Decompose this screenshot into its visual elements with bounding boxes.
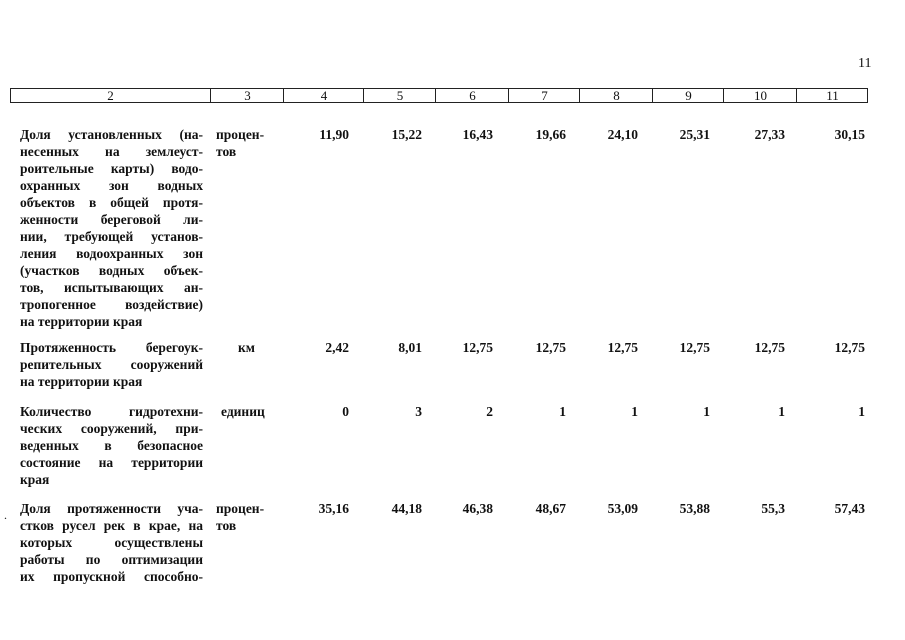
label-line: несенных на землеуст- — [20, 144, 203, 159]
label-line: Доля установленных (на- — [20, 127, 203, 142]
value-cell: 53,09 — [607, 501, 638, 516]
header-cell-col-3: 3 — [210, 89, 284, 102]
row-unit — [216, 500, 276, 534]
value-cell: 1 — [778, 404, 785, 419]
value-cell: 55,3 — [761, 501, 785, 516]
label-line: охранных зон водных — [20, 178, 203, 193]
label-line: Количество гидротехни- — [20, 404, 203, 419]
label-line: их пропускной способно- — [20, 569, 203, 584]
value-cell: 1 — [631, 404, 638, 419]
label-line: стков русел рек в крае, на — [20, 518, 203, 533]
label-line: роительные карты) водо- — [20, 161, 203, 176]
value-cell: 48,67 — [535, 501, 566, 516]
row-label — [20, 339, 203, 390]
label-line: ления водоохранных зон — [20, 246, 203, 261]
label-line: на территории края — [20, 374, 143, 389]
header-cell-col-10: 10 — [723, 89, 797, 102]
row-label — [20, 403, 203, 488]
header-cell-col-6: 6 — [435, 89, 509, 102]
value-cell: 1 — [559, 404, 566, 419]
value-cell: 53,88 — [679, 501, 710, 516]
header-cell-col-4: 4 — [283, 89, 364, 102]
unit-line: процен- — [216, 501, 265, 516]
label-line: (участков водных объек- — [20, 263, 203, 278]
value-cell: 1 — [703, 404, 710, 419]
value-cell: 2,42 — [325, 340, 349, 355]
value-cell: 46,38 — [462, 501, 493, 516]
value-cell: 2 — [486, 404, 493, 419]
table-header-row — [10, 88, 868, 103]
row-unit — [216, 126, 276, 160]
value-cell: 3 — [415, 404, 422, 419]
row-label — [20, 126, 203, 330]
label-line: тропогенное воздействие) — [20, 297, 203, 312]
label-line: Доля протяженности уча- — [20, 501, 203, 516]
value-cell: 12,75 — [679, 340, 710, 355]
value-cell: 12,75 — [834, 340, 865, 355]
label-line: нии, требующей установ- — [20, 229, 203, 244]
value-cell: 24,10 — [607, 127, 638, 142]
label-line: веденных в безопасное — [20, 438, 203, 453]
label-line: на территории края — [20, 314, 143, 329]
value-cell: 0 — [342, 404, 349, 419]
header-cell-col-7: 7 — [508, 89, 580, 102]
value-cell: 12,75 — [462, 340, 493, 355]
header-cell-col-9: 9 — [652, 89, 724, 102]
label-line: репительных сооружений — [20, 357, 203, 372]
value-cell: 11,90 — [319, 127, 349, 142]
value-cell: 15,22 — [391, 127, 422, 142]
margin-mark: . — [4, 508, 7, 522]
value-cell: 16,43 — [462, 127, 493, 142]
label-line: женности береговой ли- — [20, 212, 203, 227]
header-cell-col-2: 2 — [107, 88, 114, 103]
value-cell: 44,18 — [391, 501, 422, 516]
label-line: ческих сооружений, при- — [20, 421, 203, 436]
value-cell: 12,75 — [754, 340, 785, 355]
value-cell: 30,15 — [834, 127, 865, 142]
unit-line: единиц — [221, 404, 265, 419]
unit-line: процен- — [216, 127, 265, 142]
row-unit — [221, 403, 281, 420]
unit-line: тов — [216, 518, 237, 533]
header-cell-col-5: 5 — [363, 89, 436, 102]
value-cell: 57,43 — [834, 501, 865, 516]
page-number: 11 — [858, 56, 872, 71]
label-line: которых осуществлены — [20, 535, 203, 550]
value-cell: 12,75 — [535, 340, 566, 355]
value-cell: 27,33 — [754, 127, 785, 142]
label-line: объектов в общей протя- — [20, 195, 203, 210]
value-cell: 1 — [858, 404, 865, 419]
value-cell: 19,66 — [535, 127, 566, 142]
unit-line: км — [238, 340, 255, 355]
label-line: Протяженность берегоук- — [20, 340, 203, 355]
header-cell-col-11: 11 — [796, 89, 868, 102]
label-line: работы по оптимизации — [20, 552, 203, 567]
unit-line: тов — [216, 144, 237, 159]
value-cell: 8,01 — [398, 340, 422, 355]
row-label — [20, 500, 203, 585]
row-unit — [238, 339, 298, 356]
label-line: края — [20, 472, 50, 487]
value-cell: 12,75 — [607, 340, 638, 355]
label-line: тов, испытывающих ан- — [20, 280, 203, 295]
value-cell: 25,31 — [679, 127, 710, 142]
value-cell: 35,16 — [318, 501, 349, 516]
label-line: состояние на территории — [20, 455, 203, 470]
header-cell-col-8: 8 — [579, 89, 653, 102]
